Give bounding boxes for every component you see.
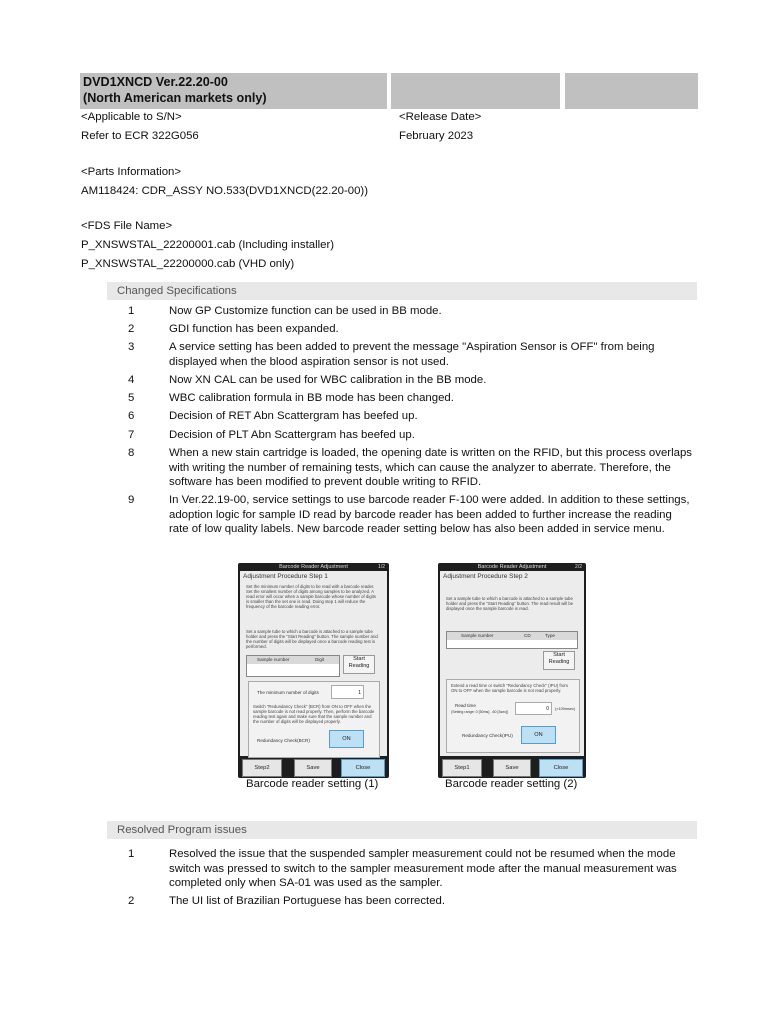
changed-item-text: WBC calibration formula in BB mode has been changed. <box>169 392 454 404</box>
min-digits-label: The minimum number of digits <box>257 690 319 695</box>
settings-panel <box>446 679 580 753</box>
read-time-label: Read time <box>455 703 476 708</box>
redundancy-on-button[interactable]: ON <box>521 726 556 744</box>
sample-table <box>446 631 578 649</box>
figure-caption-2: Barcode reader setting (2) <box>445 778 578 790</box>
column-header-digit: Digit <box>315 657 325 662</box>
changed-item-text: GDI function has been expanded. <box>169 323 339 335</box>
column-header-sample-number: Sample number <box>257 657 290 662</box>
changed-item-num: 9 <box>128 494 135 506</box>
step-paragraph: Set the minimum number of digits to be read with a barcode reader. Set the smallest number of digits among samples to be analyzed. A read error will occur when a sample barcode whose number of digits is smaller than the set one is read. Doing step 1 will reduce the frequency of the barcode reading error. <box>246 584 376 609</box>
column-header-cd: CD <box>524 633 531 638</box>
column-header-type: Type <box>545 633 555 638</box>
parts-value: AM118424: CDR_ASSY NO.533(DVD1XNCD(22.20-00)) <box>81 185 368 197</box>
save-button[interactable]: Save <box>493 759 531 777</box>
step-paragraph: Set a sample tube to which a barcode is attached to a sample tube holder and press the "Start Reading" button. The sample number and the number of digits will be displayed once a barcode reading test is performed. <box>246 629 378 649</box>
figure-caption-1: Barcode reader setting (1) <box>246 778 379 790</box>
redundancy-on-button[interactable]: ON <box>329 730 364 748</box>
step-title: Adjustment Procedure Step 1 <box>243 573 328 580</box>
resolved-item-text: The UI list of Brazilian Portuguese has been corrected. <box>169 895 446 907</box>
bottom-button-bar <box>438 756 586 778</box>
sample-table <box>246 655 340 677</box>
close-button[interactable]: Close <box>341 759 385 777</box>
min-digits-field[interactable]: 1 <box>331 685 364 699</box>
page-indicator: 1/2 <box>378 564 385 570</box>
changed-item-num: 3 <box>128 341 135 353</box>
resolved-item-num: 2 <box>128 895 135 907</box>
changed-item-text: Now XN CAL can be used for WBC calibration in the BB mode. <box>169 374 487 386</box>
start-reading-button[interactable]: Start Reading <box>543 651 575 670</box>
header-cell-3 <box>565 73 698 109</box>
step1-button[interactable]: Step1 <box>442 759 482 777</box>
table-header <box>447 632 577 640</box>
resolved-item-text: Resolved the issue that the suspended sampler measurement could not be resumed when the mode switch was pressed to switch to the sampler measurement mode after the manual measurement was completed only when SA-01 was used as the sampler. <box>169 848 677 890</box>
save-button[interactable]: Save <box>294 759 332 777</box>
settings-panel <box>248 681 380 758</box>
read-time-unit: (×100msec) <box>555 707 576 711</box>
changed-item-num: 8 <box>128 447 135 459</box>
read-time-range: (Setting range: 0 [50ms] - 60 [3sec]) <box>451 710 509 714</box>
resolved-issues-heading: Resolved Program issues <box>107 821 697 839</box>
changed-specifications-heading: Changed Specifications <box>107 282 697 300</box>
changed-item-text: Decision of PLT Abn Scattergram has beefed up. <box>169 429 415 441</box>
release-date-value: February 2023 <box>399 130 474 142</box>
changed-item-num: 1 <box>128 305 135 317</box>
page-indicator: 2/2 <box>575 564 582 570</box>
barcode-reader-screenshot-2 <box>438 563 586 778</box>
changed-item-text: A service setting has been added to prevent the message "Aspiration Sensor is OFF" from being displayed when the blood aspiration sensor is not used. <box>169 341 655 368</box>
changed-item-text: Decision of RET Abn Scattergram has beefed up. <box>169 410 418 422</box>
bottom-button-bar <box>238 756 389 778</box>
redundancy-label: Redundancy Check(BCR) <box>257 738 310 743</box>
release-date-label: <Release Date> <box>399 111 482 123</box>
fds-file-2: P_XNSWSTAL_22200000.cab (VHD only) <box>81 258 295 270</box>
column-header-sample-number: Sample number <box>461 633 494 638</box>
document-title <box>80 73 387 109</box>
redundancy-paragraph: Switch "Redundancy Check" (BCR) from ON to OFF when the sample barcode is not read properly. Then, perform the barcode reading test again and make sure that the sample number and the number of digits will be displayed properly. <box>253 704 375 724</box>
fds-label: <FDS File Name> <box>81 220 173 232</box>
window-title: Barcode Reader Adjustment <box>279 564 348 570</box>
changed-item-text: When a new stain cartridge is loaded, the opening date is written on the RFID, but this process overlaps with writing the number of remaining tests, which can cause the analyzer to aberrate. Therefore, the software has been modified to prevent double writing to RFID. <box>169 447 692 489</box>
title-line-2: (North American markets only) <box>83 91 267 105</box>
changed-item-text: Now GP Customize function can be used in BB mode. <box>169 305 442 317</box>
changed-item-text: In Ver.22.19-00, service settings to use barcode reader F-100 were added. In addition to these settings, adoption logic for sample ID read by barcode reader has been added to further increase the reading rate of low quality labels. New barcode reader setting below has also been added in service menu. <box>169 494 690 536</box>
changed-item-num: 4 <box>128 374 135 386</box>
fds-file-1: P_XNSWSTAL_22200001.cab (Including installer) <box>81 239 335 251</box>
parts-label: <Parts Information> <box>81 166 182 178</box>
read-time-paragraph: Extend a read time or switch "Redundancy Check" (IPU) from ON to OFF when the sample barcode is not read properly. <box>451 683 568 693</box>
step2-button[interactable]: Step2 <box>242 759 282 777</box>
screen-area <box>240 571 387 756</box>
step-title: Adjustment Procedure Step 2 <box>443 573 528 580</box>
step-paragraph: Set a sample tube to which a barcode is attached to a sample tube holder and press the "Start Reading" button. The read result will be displayed once the sample barcode is read. <box>446 596 574 611</box>
applicable-label: <Applicable to S/N> <box>81 111 182 123</box>
title-line-1: DVD1XNCD Ver.22.20-00 <box>83 75 228 89</box>
redundancy-label: Redundancy Check(IPU) <box>462 733 513 738</box>
table-header <box>247 656 339 664</box>
barcode-reader-screenshot-1 <box>238 563 389 778</box>
screen-area <box>440 571 584 756</box>
changed-item-num: 2 <box>128 323 135 335</box>
changed-item-num: 5 <box>128 392 135 404</box>
applicable-value: Refer to ECR 322G056 <box>81 130 199 142</box>
resolved-item-num: 1 <box>128 848 135 860</box>
changed-item-num: 7 <box>128 429 135 441</box>
close-button[interactable]: Close <box>539 759 583 777</box>
window-title: Barcode Reader Adjustment <box>477 564 547 570</box>
read-time-field[interactable]: 0 <box>515 702 552 715</box>
header-cell-2 <box>391 73 560 109</box>
start-reading-button[interactable]: Start Reading <box>343 655 375 674</box>
changed-item-num: 6 <box>128 410 135 422</box>
